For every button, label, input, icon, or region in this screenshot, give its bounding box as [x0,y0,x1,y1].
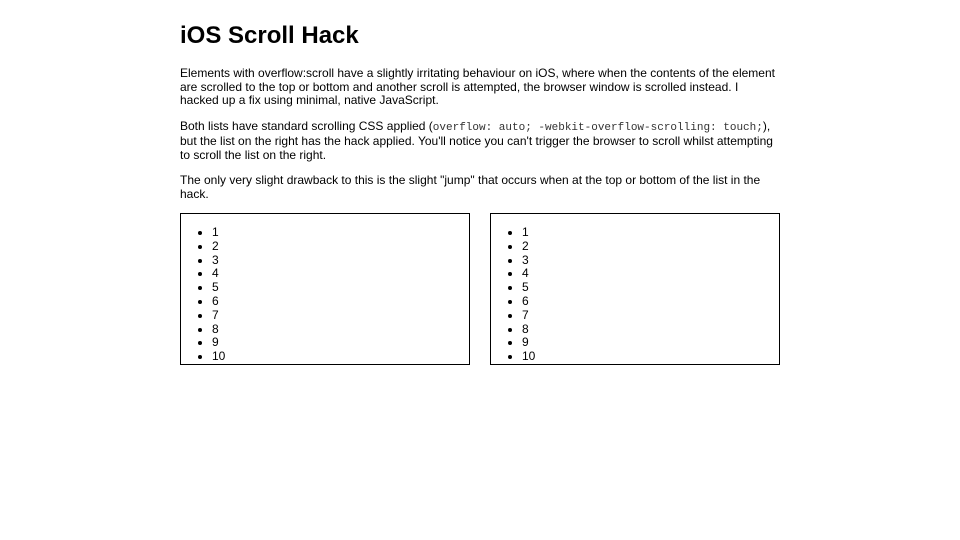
list-item: • 8 [522,323,779,337]
list-item: • 2 [522,240,779,254]
list-item: • 9 [212,336,469,350]
list-item: • 1 [522,226,779,240]
list-item: • 10 [522,350,779,364]
intro-paragraph: Elements with overflow:scroll have a slightly irritating behaviour on iOS, where when the contents of the element are scrolled to the top or bottom and another scroll is attempted, the browser window is scrolled instead. I hacked up a fix using minimal, native JavaScript. [180,66,775,107]
standard-scroll-list[interactable] [180,213,470,365]
list-item: • 7 [522,309,779,323]
list-item: • 4 [212,267,469,281]
list-item: • 1 [212,226,469,240]
list-item: • 10 [212,350,469,364]
lists-container [180,213,780,365]
hacked-scroll-list[interactable] [490,213,780,365]
drawback-paragraph: The only very slight drawback to this is the slight "jump" that occurs when at the top or bottom of the list in the hack. [180,173,761,201]
list-item: • 3 [522,254,779,268]
list-item: • 7 [212,309,469,323]
css-code-snippet: overflow: auto; -webkit-overflow-scrolling: touch; [432,121,763,134]
list-item: • 5 [212,281,469,295]
list-item: • 2 [212,240,469,254]
page-title: iOS Scroll Hack [180,22,359,49]
list-item: • 4 [522,267,779,281]
list-item: • 3 [212,254,469,268]
list-item: • 6 [212,295,469,309]
list-item: • 9 [522,336,779,350]
css-paragraph-after: ), but the list on the right has the hack applied. You'll notice you can't trigger the browser to scroll whilst attempting to scroll the list on the right. [180,118,773,162]
page-content [180,22,780,365]
standard-list [181,226,469,364]
css-paragraph [180,120,780,163]
hacked-list [491,226,779,364]
css-paragraph-before: Both lists have standard scrolling CSS applied ( [180,118,433,133]
list-item: • 5 [522,281,779,295]
list-item: • 6 [522,295,779,309]
list-item: • 8 [212,323,469,337]
